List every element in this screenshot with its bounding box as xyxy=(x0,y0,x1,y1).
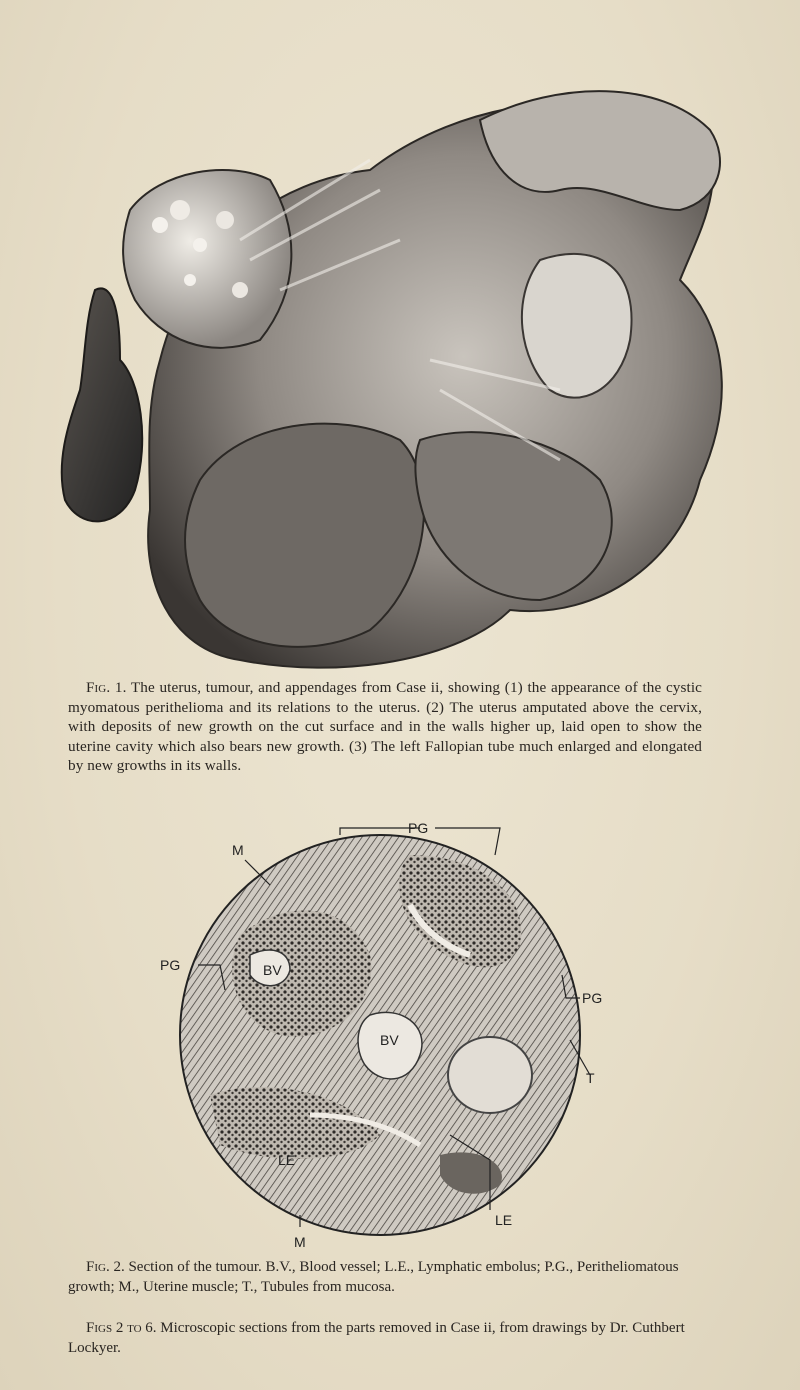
figure-2-caption-label: Fig. 2. xyxy=(86,1259,125,1275)
label-m-top: M xyxy=(232,842,244,858)
label-pg-right: PG xyxy=(582,990,603,1006)
label-pg-top: PG xyxy=(408,820,429,836)
figure-1-caption-label: Fig. 1. xyxy=(86,679,127,696)
figure-1-illustration xyxy=(40,60,740,680)
footnote xyxy=(68,1318,708,1358)
label-t: T xyxy=(586,1070,595,1086)
label-pg-left: PG xyxy=(160,957,181,973)
label-m-bottom: M xyxy=(294,1234,306,1250)
label-bv-left: BV xyxy=(263,962,282,978)
figure-2-caption-text: Section of the tumour. B.V., Blood vessel; L.E., Lymphatic embolus; P.G., Peritheliomatous growth; M., Uterine muscle; T., Tubules from mucosa. xyxy=(68,1259,679,1295)
label-le-bottom: LE xyxy=(495,1212,513,1228)
label-le-left: LE xyxy=(278,1152,296,1168)
footnote-label: Figs 2 to 6. xyxy=(86,1320,157,1336)
figure-1-caption-text: The uterus, tumour, and appendages from Case ii, showing (1) the appearance of the cystic myomatous perithelioma and its relations to the uterus. (2) The uterus amputated above the cervix, with deposits of new growth on the cut surface and in the walls higher up, laid open to show the uterine cavity which also bears new growth. (3) The left Fallopian tube much enlarged and elongated by new growths in its walls. xyxy=(68,679,702,775)
figure-2-illustration xyxy=(150,815,620,1255)
label-bv-center: BV xyxy=(380,1032,399,1048)
footnote-text: Microscopic sections from the parts removed in Case ii, from drawings by Dr. Cuthbert Lockyer. xyxy=(68,1320,685,1356)
figure-1-caption xyxy=(68,678,702,776)
figure-2-caption xyxy=(68,1257,708,1297)
